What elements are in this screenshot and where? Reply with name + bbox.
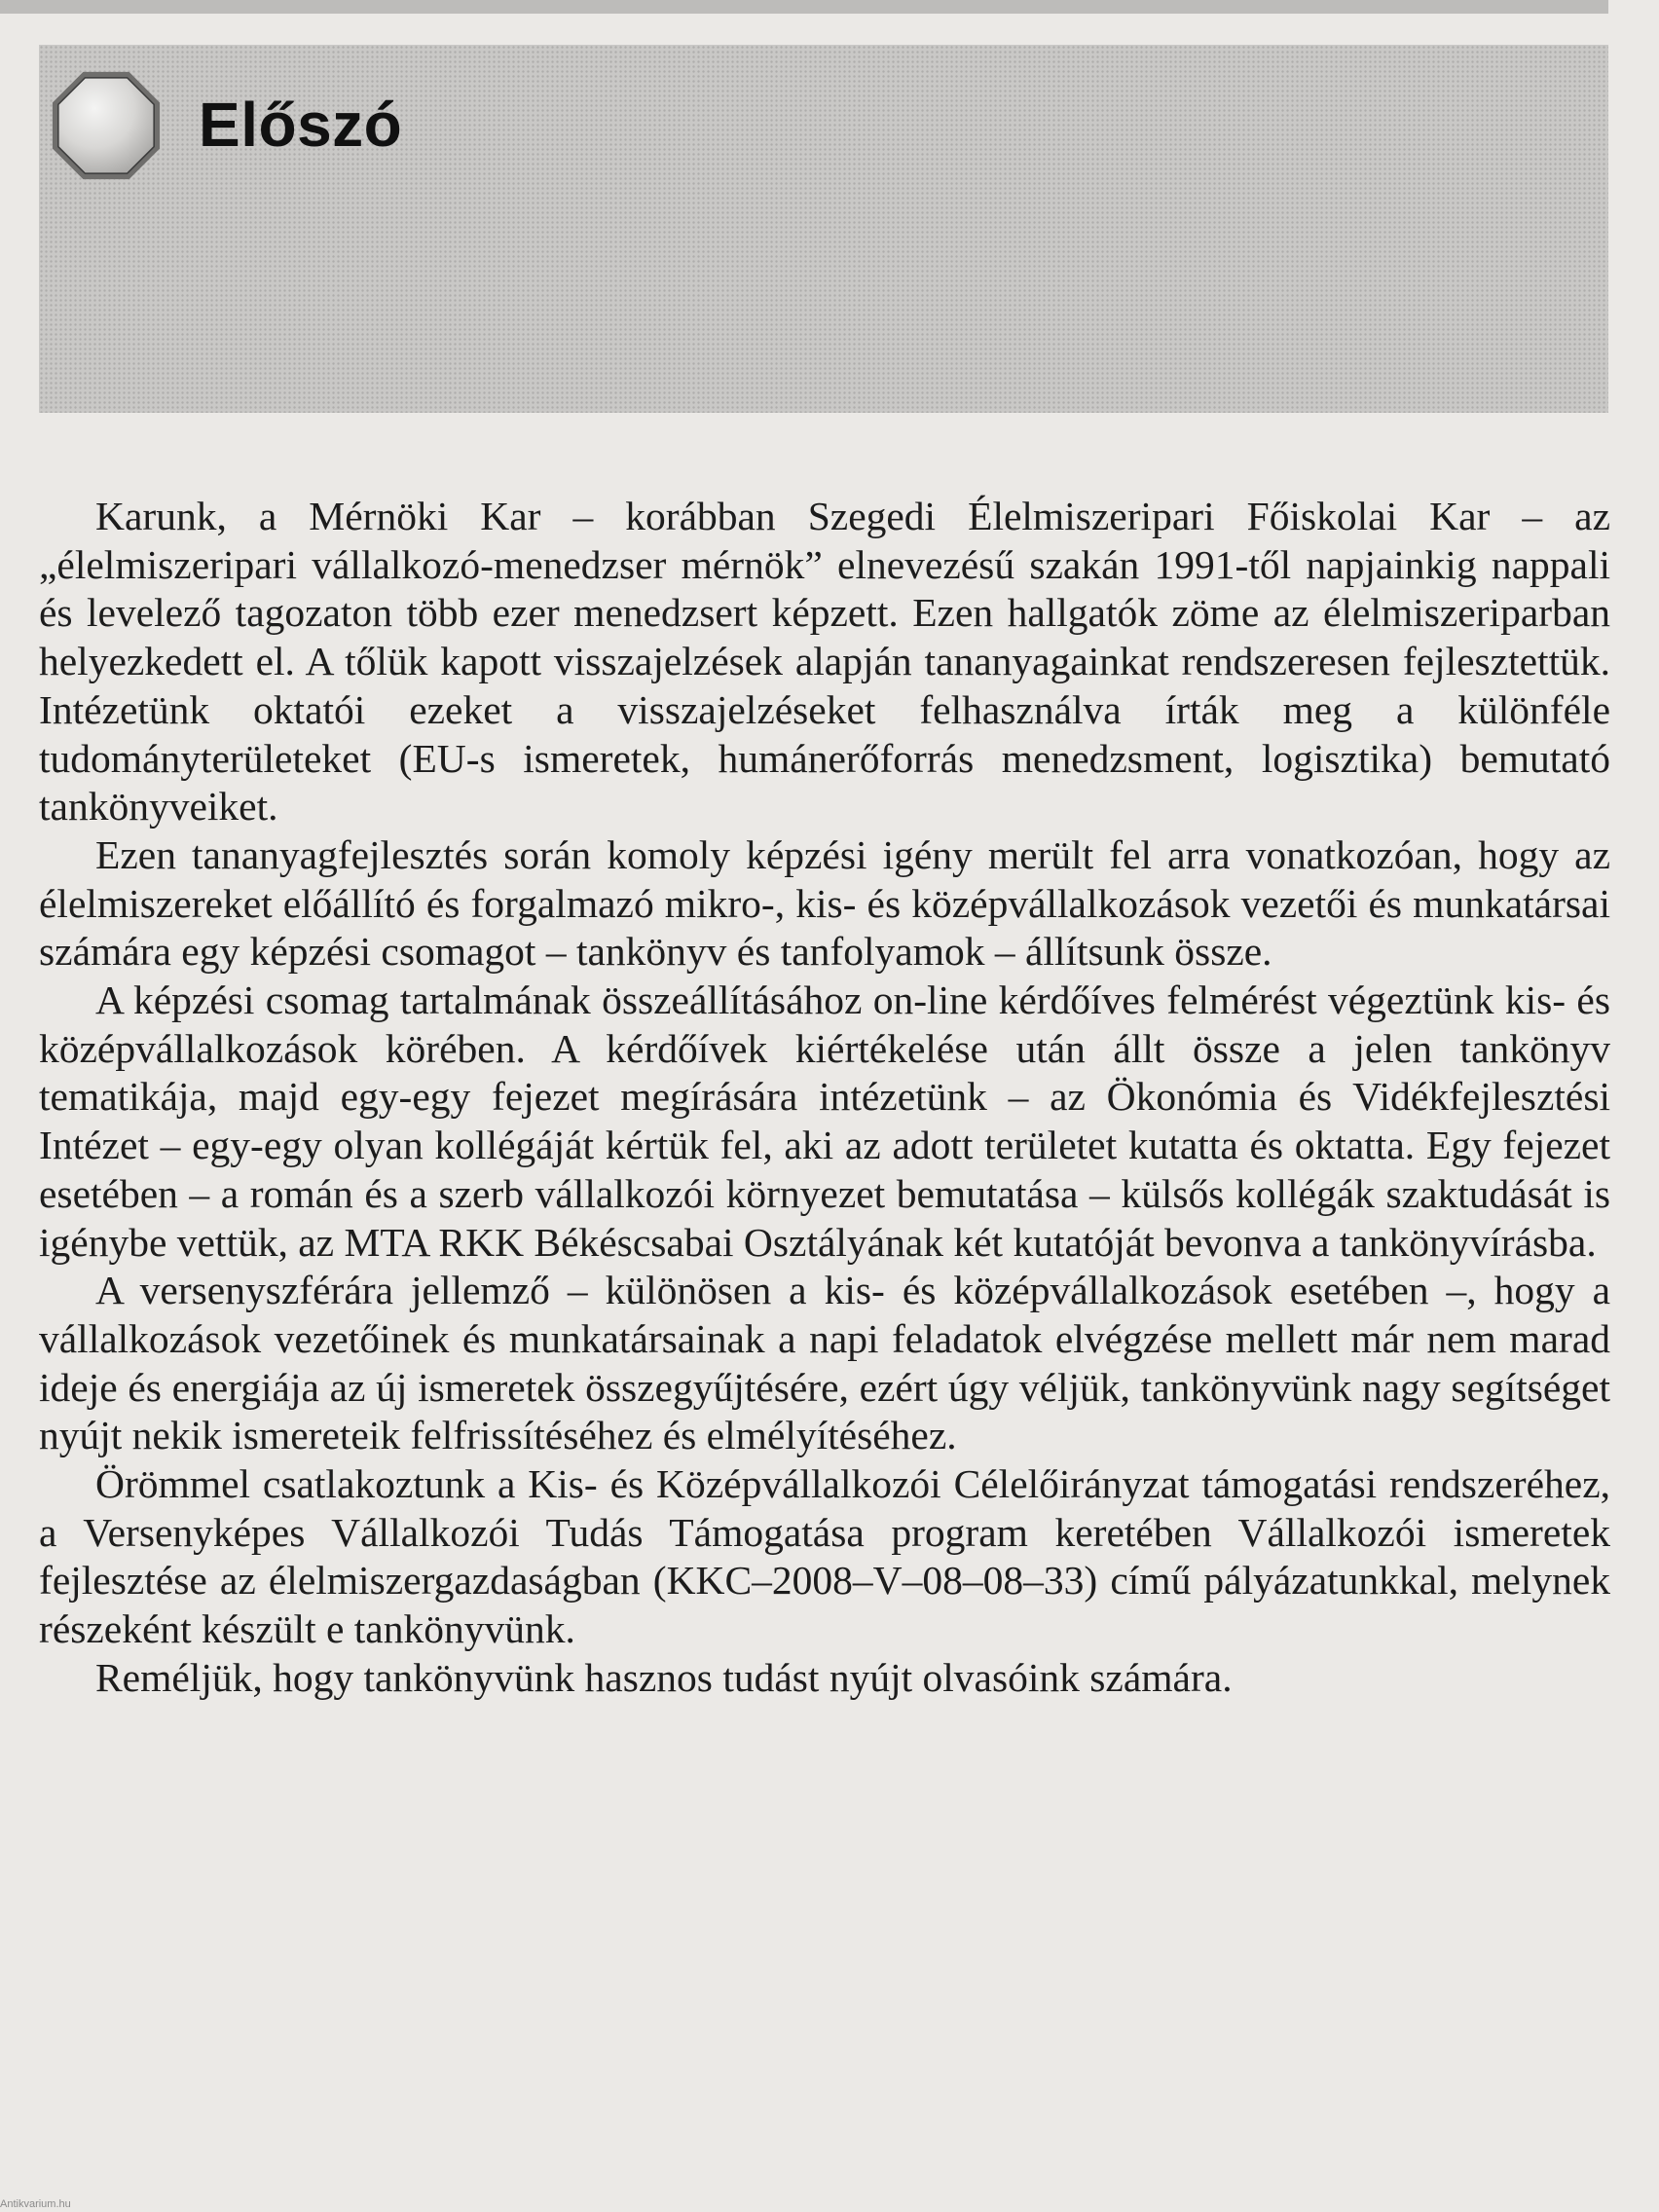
paragraph: A képzési csomag tartalmának összeállításához on-line kérdőíves felmérést végeztünk kis- és középvállalkozások körében. A kérdőívek kiértékelése után állt össze a jelen tankönyv tematikája, majd egy-egy fejezet megírására intézetünk – az Ökonómia és Vidékfejlesztési Intézet – egy-egy olyan kollégáját kértük fel, aki az adott területet kutatta és oktatta. Egy fejezet esetében – a román és a szerb vállalkozói környezet bemutatása – külsős kollégák szaktudását is igénybe vettük, az MTA RKK Békéscsabai Osztályának két kutatóját bevonva a tankönyvírásba. [39,977,1610,1265]
top-edge-strip [0,0,1608,14]
paragraph: Reméljük, hogy tankönyvünk hasznos tudást nyújt olvasóink számára. [95,1654,1233,1700]
foreword-body [39,493,1610,1703]
octagon-icon [49,68,164,183]
chapter-title: Előszó [199,90,403,160]
paragraph: Ezen tananyagfejlesztés során komoly képzési igény merült fel arra vonatkozóan, hogy az élelmiszereket előállító és forgalmazó mikro-, kis- és középvállalkozások vezetői és munkatársai számára egy képzési csomagot – tankönyv és tanfolyamok – állítsunk össze. [39,831,1610,975]
watermark-text: Antikvarium.hu [0,2198,71,2210]
paragraph: A versenyszférára jellemző – különösen a kis- és középvállalkozások esetében –, hogy a vállalkozások vezetőinek és munkatársainak a napi feladatok elvégzése mellett már nem marad ideje és energiája az új ismeretek összegyűjtésére, ezért úgy véljük, tankönyvünk nagy segítséget nyújt nekik ismereteik felfrissítéséhez és elmélyítéséhez. [39,1268,1610,1458]
paragraph: Örömmel csatlakoztunk a Kis- és Középvállalkozói Célelőirányzat támogatási rendszeréhez, a Versenyképes Vállalkozói Tudás Támogatása program keretében Vállalkozói ismeretek fejlesztése az élelmiszergazdaságban (KKC–2008–V–08–08–33) című pályázatunkkal, melynek részeként készült e tankönyvünk. [39,1461,1610,1652]
paragraph: Karunk, a Mérnöki Kar – korábban Szegedi Élelmiszeripari Főiskolai Kar – az „élelmiszeripari vállalkozó-menedzser mérnök” elnevezésű szakán 1991-től napjainkig nappali és levelező tagozaton több ezer menedzsert képzett. Ezen hallgatók zöme az élelmiszeriparban helyezkedett el. A tőlük kapott visszajelzések alapján tananyagainkat rendszeresen fejlesztettük. Intézetünk oktatói ezeket a visszajelzéseket felhasználva írták meg a különféle tudományterületeket (EU-s ismeretek, humánerőforrás menedzsment, logisztika) bemutató tankönyveiket. [39,494,1610,830]
